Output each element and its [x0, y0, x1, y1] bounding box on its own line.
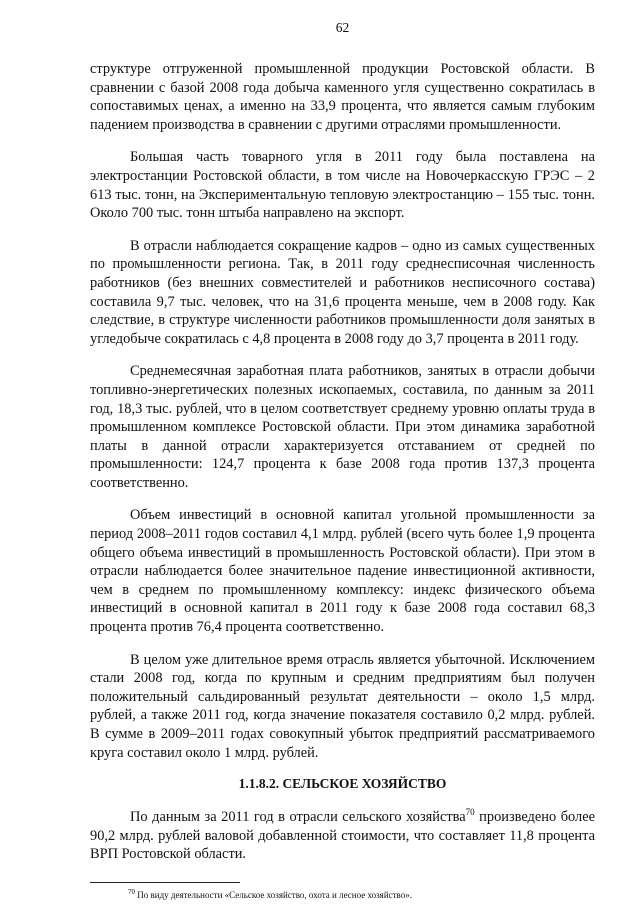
- section-heading: 1.1.8.2. СЕЛЬСКОЕ ХОЗЯЙСТВО: [238, 776, 447, 792]
- paragraph-wages: Среднемесячная заработная плата работников, занятых в отрасли добычи топливно-энергетических полезных ископаемых, составила, по данным за 2011 год, 18,3 тыс. рублей, что в целом соответствует среднему уровню оплаты труда в промышленном комплексе Ростовской области. При этом динамика заработной платы в данной отрасли характеризуется отставанием от средней по промышленности: 124,7 процента к базе 2008 года против 137,3 процента соответственно.: [90, 363, 595, 491]
- paragraph-agriculture: [90, 808, 595, 864]
- footnote-number: 70: [128, 887, 135, 896]
- paragraph-coal-deliveries: Большая часть товарного угля в 2011 году была поставлена на электростанции Ростовской области, в том числе на Новочеркасскую ГРЭС – 2 613 тыс. тонн, на Экспериментальную тепловую электростанцию – 155 тыс. тонн. Около 700 тыс. тонн штыба направлено на экспорт.: [90, 149, 595, 222]
- footnote: [128, 889, 595, 901]
- footnote-reference[interactable]: 70: [465, 807, 475, 818]
- paragraph-losses: В целом уже длительное время отрасль является убыточной. Исключением стали 2008 год, когда по крупным и средним предприятиям был получен положительный сальдированный результат деятельности – около 1,5 млрд. рублей, а также 2011 год, когда значение показателя составило 0,2 млрд. рублей. В сумме в 2009–2011 годах совокупный убыток предприятий рассматриваемого круга составил около 1 млрд. рублей.: [90, 651, 595, 761]
- footnote-divider: [90, 882, 240, 883]
- paragraph-coal-decline: структуре отгруженной промышленной продукции Ростовской области. В сравнении с базой 2008 года добыча каменного угля существенно сократилась в сопоставимых ценах, а именно на 33,9 процента, что является самым глубоким падением производства в сравнении с другими отраслями промышленности.: [90, 61, 595, 133]
- agriculture-text-start: По данным за 2011 год в отрасли сельского хозяйства: [130, 809, 466, 826]
- footnote-text: По виду деятельности «Сельское хозяйство, охота и лесное хозяйство».: [135, 889, 412, 900]
- paragraph-investment: Объем инвестиций в основной капитал угольной промышленности за период 2008–2011 годов составил 4,1 млрд. рублей (всего чуть более 1,9 процента общего объема инвестиций в промышленность Ростовской области). При этом в отрасли наблюдается более значительное падение инвестиционной активности, чем в среднем по промышленному комплексу: индекс физического объема инвестиций в основной капитал в 2011 году к базе 2008 года составил 68,3 процента против 76,4 процента соответственно.: [90, 507, 595, 636]
- agriculture-text-end: произведено более 90,2 млрд. рублей валовой добавленной стоимости, что составляет 11,8 процента ВРП Ростовской области.: [90, 809, 595, 863]
- page-number: 62: [335, 20, 350, 35]
- document-page: [90, 20, 595, 901]
- paragraph-staff-reduction: В отрасли наблюдается сокращение кадров – одно из самых существенных по промышленности региона. Так, в 2011 году среднесписочная численность работников (без внешних совместителей и работников несписочного состава) составила 9,7 тыс. человек, что на 31,6 процента меньше, чем в 2008 году. Как следствие, в структуре численности работников промышленности доля занятых в угледобыче сократилась с 4,8 процента в 2008 году до 3,7 процента в 2011 году.: [90, 237, 595, 347]
